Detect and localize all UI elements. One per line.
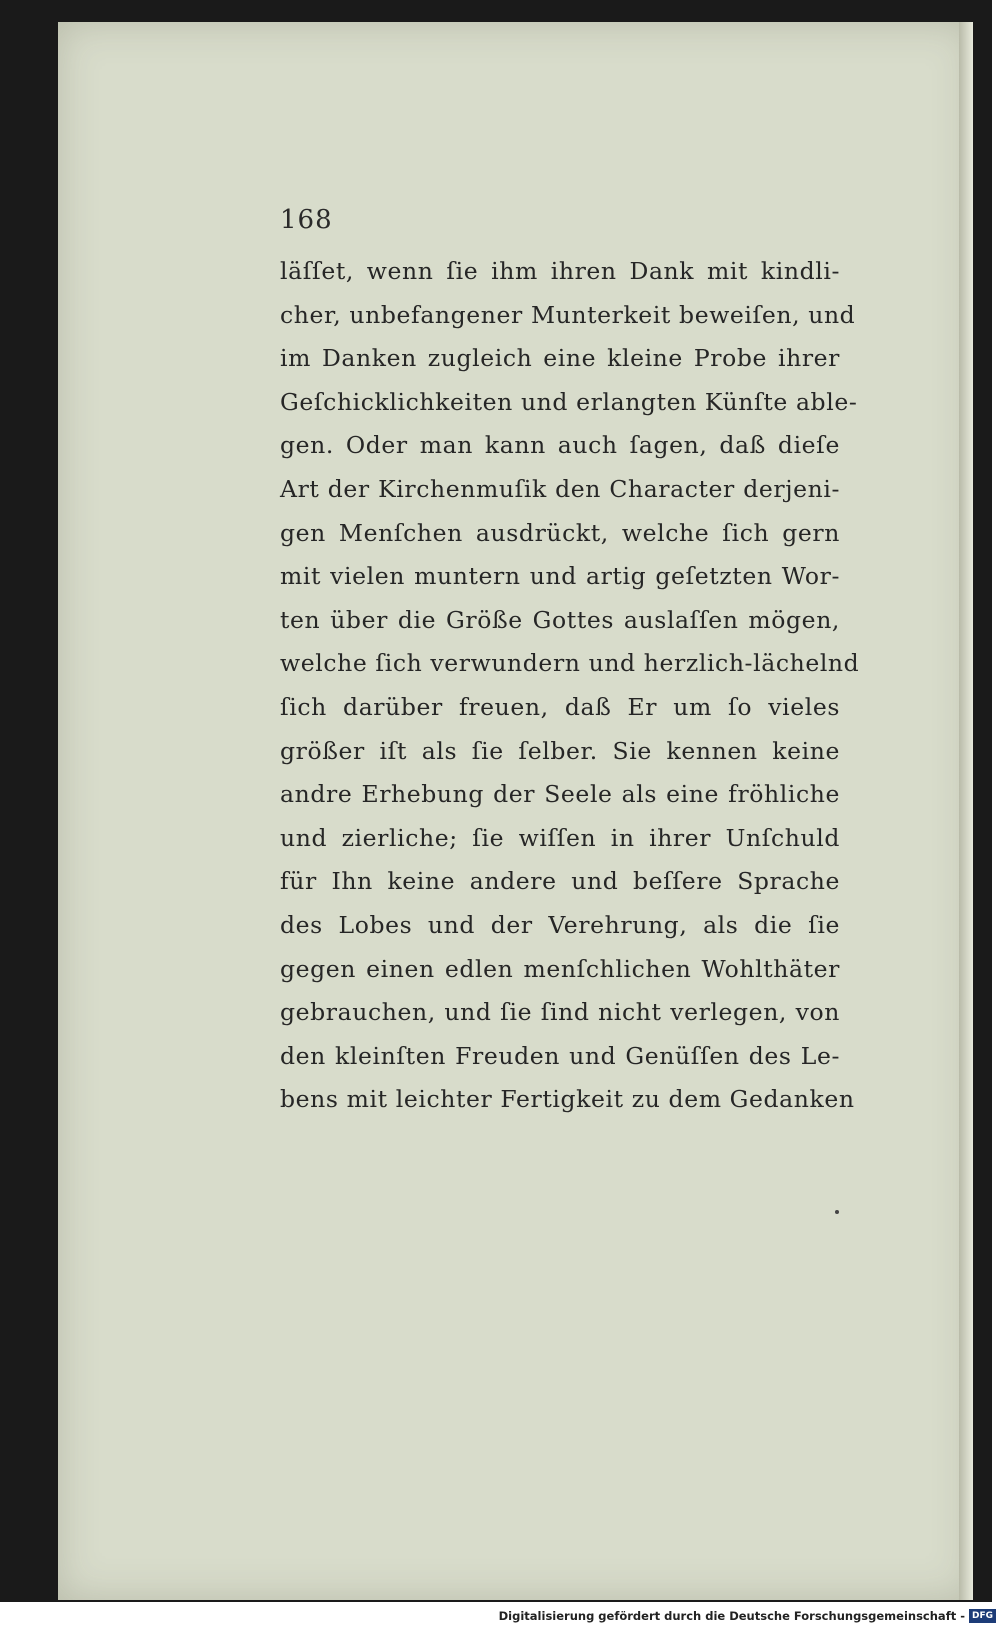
text-line: und zierliche; ſie wiſſen in ihrer Unſchuld [280,823,840,852]
page-number: 168 [280,205,333,235]
text-line: den kleinſten Freuden und Genüſſen des Le- [280,1041,840,1070]
text-line: cher, unbefangener Munterkeit beweiſen, und [280,300,856,329]
text-line: andre Erhebung der Seele als eine fröhliche [280,780,840,809]
page-edge [959,22,973,1600]
text-line: gebrauchen, und ſie ſind nicht verlegen, von [280,998,840,1027]
text-line: mit vielen muntern und artig geſetzten Wor- [280,562,840,591]
dfg-logo: DFG [969,1609,996,1623]
text-line: ten über die Größe Gottes auslaſſen mögen, [280,605,840,634]
footer-credit [498,1605,1000,1626]
text-line: ſich darüber freuen, daß Er um ſo vieles [280,692,840,721]
text-line: für Ihn keine andere und beſſere Sprache [280,867,840,896]
text-line: gegen einen edlen menſchlichen Wohlthäter [280,954,840,983]
text-line: Art der Kirchenmuſik den Character derjeni- [280,474,840,503]
text-line: gen Menſchen ausdrückt, welche ſich gern [280,518,840,547]
text-line: bens mit leichter Fertigkeit zu dem Gedanken [280,1085,855,1114]
text-line: im Danken zugleich eine kleine Probe ihrer [280,344,840,373]
text-line: läſſet, wenn ſie ihm ihren Dank mit kindli- [280,257,840,285]
text-line: größer iſt als ſie ſelber. Sie kennen keine [280,736,840,765]
ink-speck [835,1210,839,1214]
text-line: Geſchicklichkeiten und erlangten Künſte able- [280,387,858,416]
footer-text: Digitalisierung gefördert durch die Deutsche Forschungsgemeinschaft - [498,1608,965,1623]
text-line: gen. Oder man kann auch ſagen, daß dieſe [280,431,840,460]
text-line: welche ſich verwundern und herzlich-lächelnd [280,649,860,678]
text-line: des Lobes und der Verehrung, als die ſie [280,910,840,939]
page-text [280,250,860,1122]
